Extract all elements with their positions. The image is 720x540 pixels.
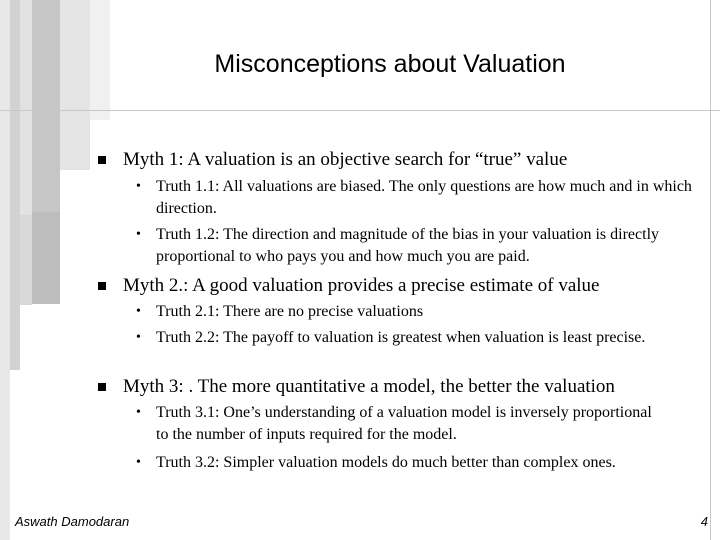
square-bullet-icon — [98, 383, 106, 391]
round-bullet-icon: • — [136, 405, 141, 420]
round-bullet-icon: • — [136, 455, 141, 470]
myth-2: Myth 2.: A good valuation provides a precise estimate of value — [123, 275, 600, 296]
square-bullet-icon — [98, 282, 106, 290]
truth-2-1: Truth 2.1: There are no precise valuations — [156, 303, 424, 320]
square-bullet-icon — [98, 156, 106, 164]
truth-1-2: Truth 1.2: The direction and magnitude of the bias in your valuation is directly proportional to who pays you and how much you are paid. — [156, 226, 660, 265]
myth-1: Myth 1: A valuation is an objective search for “true” value — [123, 149, 568, 170]
round-bullet-icon: • — [136, 179, 141, 194]
round-bullet-icon: • — [136, 227, 141, 242]
truth-2-2: Truth 2.2: The payoff to valuation is greatest when valuation is least precise. — [156, 329, 646, 346]
slide-title: Misconceptions about Valuation — [214, 50, 566, 78]
footer-author: Aswath Damodaran — [15, 514, 130, 529]
round-bullet-icon: • — [136, 330, 141, 345]
truth-3-1: Truth 3.1: One’s understanding of a valuation model is inversely proportional to the number of inputs required for the model. — [156, 404, 652, 443]
truth-1-1: Truth 1.1: All valuations are biased. The only questions are how much and in which direction. — [156, 178, 692, 217]
round-bullet-icon: • — [136, 304, 141, 319]
myth-3: Myth 3: . The more quantitative a model, the better the valuation — [123, 376, 615, 397]
truth-3-2: Truth 3.2: Simpler valuation models do much better than complex ones. — [156, 454, 616, 471]
page-number: 4 — [700, 514, 708, 529]
